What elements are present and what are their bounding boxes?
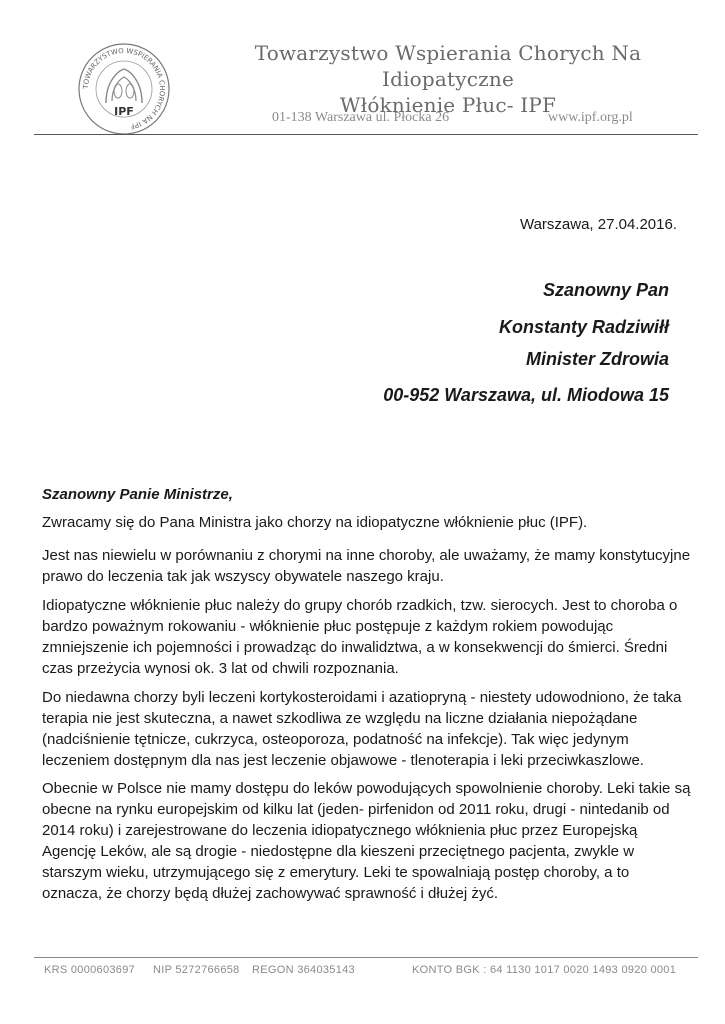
org-name-line-2: Włóknienie Płuc- IPF (339, 93, 557, 117)
letter-date: Warszawa, 27.04.2016. (519, 216, 677, 233)
logo-ring-text: TOWARZYSTWO WSPIERANIA CHORYCH NA IPF (81, 46, 167, 131)
paragraph-1: Zwracamy się do Pana Ministra jako chorzy na idiopatyczne włóknienie płuc (IPF). (42, 514, 588, 531)
paragraph-4: Do niedawna chorzy byli leczeni kortykosteroidami i azatiopryną - niestety udowodniono, że taka terapia nie jest skuteczna, a nawet szkodliwa ze względu na liczne działania niepożądane (nadciśnienie tętnicze, cukrzyca, osteoporoza, podatność na infekcje). Tak więc jedynym leczeniem dostępnym dla nas jest leczenie objawowe - tlenoterapia i leki przeciwkaszlowe. (42, 689, 682, 769)
paragraph-2: Jest nas niewielu w porównaniu z chorymi na inne choroby, ale uważamy, że mamy konstytucyjne prawo do leczenia tak jak wszyscy obywatele naszego kraju. (42, 547, 691, 585)
recipient-title: Minister Zdrowia (525, 349, 669, 369)
organization-address: 01-138 Warszawa ul. Płocka 26 (272, 110, 450, 125)
recipient-name: Konstanty Radziwiłł (498, 317, 669, 337)
paragraph-3: Idiopatyczne włóknienie płuc należy do grupy chorób rzadkich, tzw. sierocych. Jest to choroba o bardzo poważnym rokowaniu - włóknienie płuc postępuje z każdym rokiem powodując zmniejszenie ich pojemności i prowadząc do inwalidztwa, a w konsekwencji do śmierci. Średni czas przeżycia wynosi ok. 3 lat od chwili rozpoznania. (42, 597, 678, 677)
paragraph-5: Obecnie w Polsce nie mamy dostępu do leków powodujących spowolnienie choroby. Leki takie są obecne na rynku europejskim od kilku lat (jeden- pirfenidon od 2011 roku, drugi - nintedanib od 2014 roku) i zarejestrowane do leczenia idiopatycznego włóknienia płuc przez Europejską Agencję Leków, ale są drogie - niedostępne dla kieszeni przeciętnego pacjenta, zwykle w starszym wieku, utrzymującego się z emerytury. Leki te spowalniają postęp choroby, a to oznacza, że chorzy będą dłużej zachowywać sprawność i dłużej żyć. (42, 780, 691, 902)
org-name-line-1: Towarzystwo Wspierania Chorych Na Idiopatyczne (254, 41, 642, 91)
logo-label: IPF (114, 105, 134, 118)
footer-bank-account: KONTO BGK : 64 1130 1017 0020 1493 0920 0001 (412, 964, 677, 976)
organization-website: www.ipf.org.pl (548, 110, 633, 125)
ipf-logo (76, 41, 172, 137)
footer-nip: NIP 5272766658 (153, 964, 240, 976)
footer-krs: KRS 0000603697 (44, 964, 136, 976)
recipient-salutation: Szanowny Pan (542, 280, 669, 300)
letter-greeting: Szanowny Panie Ministrze, (42, 486, 233, 503)
header-divider (34, 134, 698, 135)
footer-divider (34, 957, 698, 958)
organization-name (188, 40, 708, 118)
recipient-address: 00-952 Warszawa, ul. Miodowa 15 (383, 385, 669, 405)
footer-regon: REGON 364035143 (252, 964, 355, 976)
